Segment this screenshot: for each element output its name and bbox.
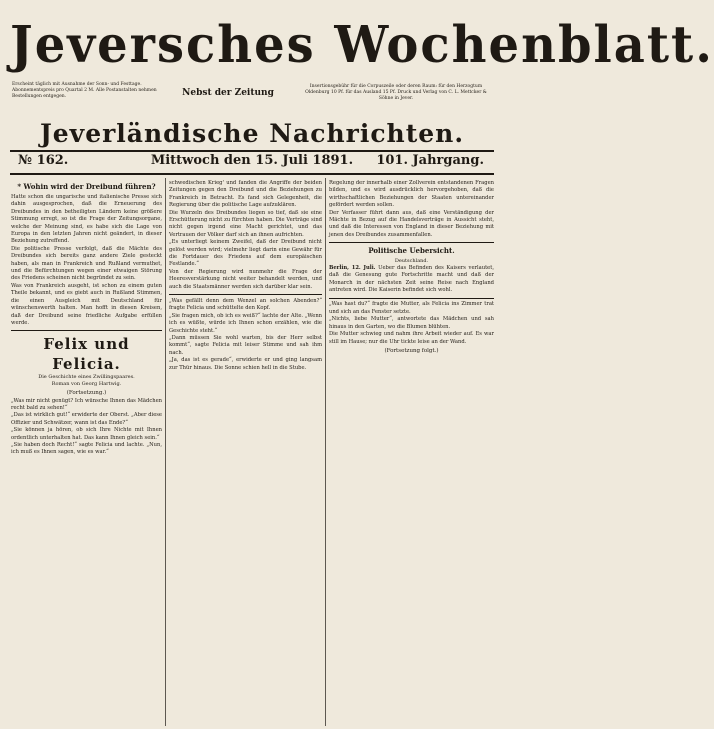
story-paragraph: „Sie haben doch Recht!“ sagte Felicia und lachte. „Nun, ich muß es Ihnen sagen, wie es war.“: [11, 441, 162, 456]
story-paragraph: „Was gefällt denn dem Wenzel an solchen Abenden?“ fragte Felicia und schüttelte den Kopf.: [169, 297, 322, 312]
column-divider: [165, 178, 166, 726]
news-text: Ueber das Befinden des Kaisers verlautet, daß die Genesung gute Fortschritte macht und daß der Monarch in der nächsten Zeit seine Reise nach England antreten wird. Die Kaiserin befindet sich wohl.: [329, 265, 494, 294]
story-paragraph: Die Mutter schwieg und nahm ihre Arbeit wieder auf. Es war still im Hause; nur die Uhr tickte leise an der Wand.: [329, 331, 494, 345]
section-subtitle: Deutschland.: [394, 258, 429, 265]
column-divider: [325, 178, 326, 726]
column-middle: [169, 180, 322, 725]
section-divider: [329, 298, 494, 299]
subscription-info: Erscheint täglich mit Ausnahme der Sonn- und Festtage. Abonnementspreis pro Quartal 2 M. Alle Postanstalten nehmen Bestellungen entgegen.: [12, 82, 157, 99]
article-paragraph: schwedischen Krieg' und fanden die Angriffe der beiden Zeitungen gegen den Dreibund und die Beziehungen zu Frankreich in Betracht. Es fand sich Gelegenheit, die Regierung über die politische Lage aufzuklären.: [169, 180, 322, 209]
story-paragraph: „Sie fragen mich, ob ich es weiß?“ lachte der Alte. „Wenn ich es wüßte, würde ich Ihnen schon erzählen, wie die Geschichte steht.“: [169, 312, 322, 334]
masthead-title: Jeversches Wochenblatt.: [10, 15, 714, 75]
issue-number: № 162.: [18, 153, 69, 168]
story-paragraph: „Was mir nicht genügt? Ich wünsche Ihnen das Mädchen recht bald zu sehen!“: [11, 397, 162, 411]
article-paragraph: Der Verfasser führt dann aus, daß eine Verständigung der Mächte in Bezug auf die Handelsverträge in Aussicht steht, und daß die Interessen von England in dieser Beziehung mit jenen des Dreibundes zusammenfallen.: [329, 209, 494, 238]
article-headline: * Wohin wird der Dreibund führen?: [17, 182, 156, 191]
news-item: [329, 265, 494, 295]
article-paragraph: Hatte schon die ungarische und italienische Presse sich dahin ausgesprochen, daß die Erneuerung des Dreibundes in den betheiligten Ländern keine größere Stimmung erregt, so ist die Frage der Zeitungsorgane, welche der Meinung sind, es habe sich die Lage von Europa in den letzten Jahren nicht geändert, in dieser Beziehung zutreffend.: [11, 194, 162, 245]
story-paragraph: „Das ist wirklich gut!“ erwiderte der Oberst. „Aber diese Offizier und Schwätzer, wann ist das Ende?“: [11, 412, 162, 426]
masthead-subtitle: Jeverländische Nachrichten.: [39, 119, 465, 148]
feuilleton-subtitle: Die Geschichte eines Zwillingspaares.: [38, 374, 135, 381]
article-paragraph: „Es unterliegt keinem Zweifel, daß der Dreibund nicht gelöst werden wird; vielmehr liegt darin eine Gewähr für die Fortdauer des Friedens auf dem europäischen Festlande.“: [169, 239, 322, 268]
section-divider: [11, 330, 162, 331]
news-place: Berlin, 12. Juli.: [329, 265, 376, 272]
feuilleton-title: Felix und Felicia.: [43, 335, 130, 374]
continued-note: (Fortsetzung folgt.): [384, 347, 439, 354]
article-paragraph: Von der Regierung wird nunmehr die Frage der Heeresverstärkung nicht weiter behandelt werden, und auch die Staatsmänner werden sich darüber klar sein.: [169, 268, 322, 290]
nebst-label: Nebst der Zeitung: [182, 88, 274, 98]
issue-year: 101. Jahrgang.: [376, 153, 484, 168]
section-divider: [329, 242, 494, 243]
story-paragraph: „Ja, das ist es gerade“, erwiderte er und ging langsam zur Thür hinaus. Die Sonne schien hell in die Stube.: [169, 357, 322, 371]
bottom-rule: [10, 173, 494, 175]
article-paragraph: Die Wurzeln des Dreibundes liegen so tief, daß sie eine Erschütterung nicht zu fürchten haben. Die Verträge sind nicht gegen irgend eine Macht gerichtet, und das Vertrauen der Völker darf sich an ihnen aufrichten.: [169, 209, 322, 238]
article-paragraph: Was von Frankreich ausgeht, ist schon zu einem guten Theile bekannt, und es giebt auch in Rußland Stimmen, die einen Ausgleich mit Deutschland für wünschenswerth halten. Man hofft in diesen Kreisen, daß der Dreibund seine friedliche Aufgabe erfüllen werde.: [11, 282, 162, 326]
issue-date: Mittwoch den 15. Juli 1891.: [150, 153, 354, 168]
article-paragraph: Regelung der innerhalb einer Zollverein entstandenen Fragen bilden, und es wird ausdrücklich hervorgehoben, daß die wirthschaftlichen Beziehungen der Staaten untereinander gefördert werden sollen.: [329, 180, 494, 209]
dateline: [10, 150, 494, 172]
section-title: Politische Uebersicht.: [368, 246, 455, 256]
feuilleton-continued: (Fortsetzung.): [66, 390, 107, 397]
column-left: [11, 180, 162, 725]
article-paragraph: Die politische Presse verfolgt, daß die Mächte des Dreibundes sich bereits ganz andere Ziele gesteckt haben, als man in Frankreich und Rußland vermuthet, und die Befürchtungen wegen einer etwaigen Störung des Friedens scheinen nicht begründet zu sein.: [11, 245, 162, 282]
story-paragraph: „Dann müssen Sie wohl warten, bis der Herr selbst kommt“, sagte Felicia mit leiser Stimme und sah ihm nach.: [169, 334, 322, 356]
section-divider: [169, 294, 322, 295]
story-paragraph: „Was hast du?“ fragte die Mutter, als Felicia ins Zimmer trat und sich an das Fenster setzte.: [329, 301, 494, 315]
story-paragraph: „Sie können ja hören, ob sich Ihre Nichte mit Ihnen ordentlich unterhalten hat. Das kann Ihnen gleich sein.“: [11, 427, 162, 441]
insertion-info: Insertionsgebühr für die Corpuszeile oder deren Raum: für den Herzogtum Oldenburg 10 Pf. für das Ausland 15 Pf. Druck und Verlag von C. L. Mettcker & Söhne in Jever.: [305, 84, 487, 101]
feuilleton-author: Roman von Georg Hartwig.: [51, 381, 122, 388]
column-right: [329, 180, 494, 725]
story-paragraph: „Nichts, liebe Mutter“, antwortete das Mädchen und sah hinaus in den Garten, wo die Blumen blühten.: [329, 316, 494, 330]
